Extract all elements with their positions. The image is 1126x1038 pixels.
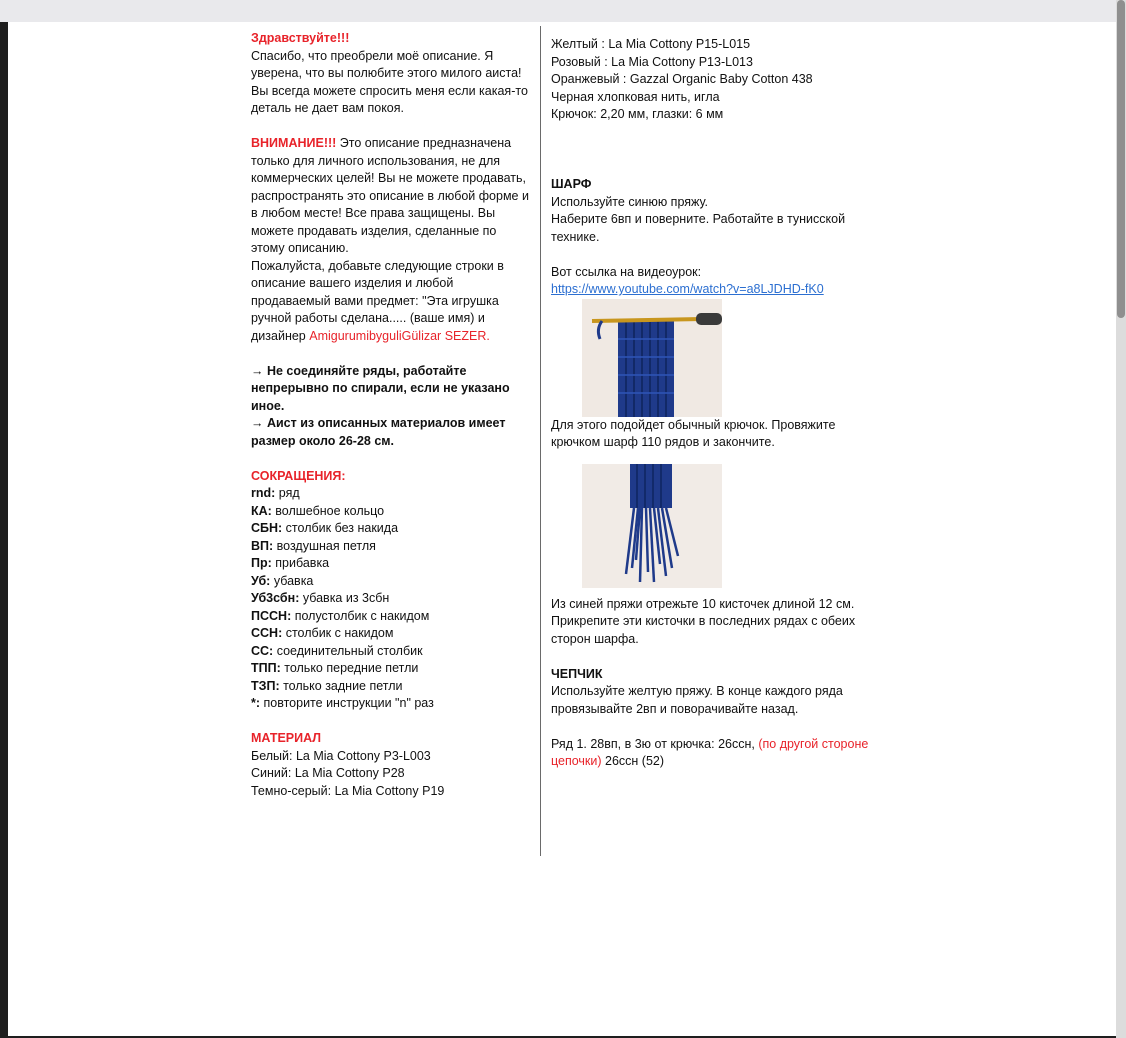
scarf-photo — [582, 299, 722, 417]
column-divider — [540, 26, 541, 856]
abbreviation-value: столбик без накида — [282, 521, 399, 535]
abbreviation-value: волшебное кольцо — [271, 503, 385, 518]
material-hook: Крючок: 2,20 мм, глазки: 6 мм — [551, 107, 724, 121]
scrollbar-thumb[interactable] — [1117, 0, 1125, 318]
abbreviation-key: КА: — [251, 503, 272, 518]
abbreviation-item — [251, 538, 533, 556]
scarf-tassels-photo — [582, 464, 722, 588]
window-top-bar — [0, 0, 1126, 22]
right-column — [551, 36, 871, 771]
abbreviation-value: только задние петли — [279, 678, 403, 693]
abbreviation-value: столбик с накидом — [282, 626, 394, 640]
abbreviation-value: только передние петли — [280, 661, 419, 675]
hat-text: Используйте желтую пряжу. В конце каждого ряда провязывайте 2вп и поворачивайте назад. — [551, 684, 843, 716]
abbreviation-item — [251, 590, 533, 608]
abbreviation-key: ПССН: — [251, 608, 292, 623]
abbreviation-key: ТЗП: — [251, 678, 280, 693]
material-thread: Черная хлопковая нить, игла — [551, 89, 720, 104]
abbreviation-key: ТПП: — [251, 661, 281, 675]
abbreviation-item — [251, 660, 533, 678]
material-orange: Оранжевый : Gazzal Organic Baby Cotton 438 — [551, 72, 813, 86]
scarf-text-3: Из синей пряжи отрежьте 10 кисточек длиной 12 см. Прикрепите эти кисточки в последних рядах с обеих сторон шарфа. — [551, 596, 856, 646]
attention-paragraph — [251, 135, 533, 258]
abbreviation-value: убавка из 3сбн — [299, 591, 390, 605]
hat-title: ЧЕПЧИК — [551, 666, 603, 681]
abbreviation-value: повторите инструкции "n" раз — [260, 696, 434, 710]
attention-text: Это описание предназначена только для личного использования, не для коммерческих целей! Вы не можете продавать, распространять это описание в любой форме и в любом месте! Все права защищены. Вы можете продавать изделия, сделанные по этому описанию. — [251, 136, 529, 255]
attention-label: ВНИМАНИЕ!!! — [251, 136, 337, 150]
intro-text: Спасибо, что преобрели моё описание. Я уверена, что вы полюбите этого милого аиста! Вы всегда можете спросить меня если какая-то деталь не дает вам покоя. — [251, 48, 528, 115]
abbreviation-key: *: — [251, 696, 261, 710]
abbreviation-item — [251, 573, 533, 591]
abbreviation-item — [251, 485, 533, 503]
request-paragraph — [251, 258, 533, 346]
abbreviation-key: СБН: — [251, 521, 283, 535]
abbreviation-key: Уб: — [251, 573, 271, 588]
abbreviations-list — [251, 485, 533, 713]
note-size: → Аист из описанных материалов имеет размер около 26-28 см. — [251, 416, 506, 448]
scarf-line-2: Наберите 6вп и поверните. Работайте в тунисской технике. — [551, 212, 846, 244]
video-link[interactable]: https://www.youtube.com/watch?v=a8LJDHD-fK0 — [551, 282, 824, 296]
material-white: Белый: La Mia Cottony P3-L003 — [251, 748, 431, 763]
document-page — [8, 22, 1118, 1036]
scarf-title: ШАРФ — [551, 177, 592, 191]
abbreviation-item — [251, 555, 533, 573]
material-dark-gray: Темно-серый: La Mia Cottony P19 — [251, 783, 445, 798]
row1-start: Ряд 1. 28вп, в 3ю от крючка: 26ссн, — [551, 736, 759, 751]
abbreviation-value: прибавка — [271, 556, 330, 570]
abbreviation-value: убавка — [270, 573, 314, 588]
abbreviation-item — [251, 625, 533, 643]
abbreviation-value: полустолбик с накидом — [291, 608, 430, 623]
row1-red-note: (по другой стороне цепочки) — [551, 736, 869, 768]
abbreviation-key: СС: — [251, 643, 274, 658]
abbreviation-item — [251, 608, 533, 626]
abbreviation-item — [251, 520, 533, 538]
material-pink: Розовый : La Mia Cottony P13-L013 — [551, 54, 753, 69]
request-text: Пожалуйста, добавьте следующие строки в описание вашего изделия и любой продаваемый вами предмет: "Эта игрушка ручной работы сделана..... (ваше имя) и дизайнер — [251, 258, 504, 343]
row1-end: 26ссн (52) — [601, 754, 665, 768]
abbreviation-item — [251, 643, 533, 661]
video-label: Вот ссылка на видеоурок: — [551, 264, 702, 279]
hat-row-1 — [551, 736, 871, 771]
scarf-line-1: Используйте синюю пряжу. — [551, 194, 709, 209]
abbreviation-item — [251, 503, 533, 521]
abbreviations-title: СОКРАЩЕНИЯ: — [251, 468, 346, 483]
abbreviation-key: Пр: — [251, 556, 272, 570]
abbreviation-value: ряд — [275, 486, 300, 500]
left-column — [251, 30, 533, 800]
material-title: МАТЕРИАЛ — [251, 731, 322, 745]
abbreviation-key: ССН: — [251, 626, 283, 640]
material-blue: Синий: La Mia Cottony P28 — [251, 766, 405, 780]
material-yellow: Желтый : La Mia Cottony P15-L015 — [551, 37, 751, 51]
abbreviation-value: соединительный столбик — [273, 643, 423, 658]
scarf-text-2: Для этого подойдет обычный крючок. Провяжите крючком шарф 110 рядов и закончите. — [551, 417, 836, 449]
abbreviation-key: Уб3сбн: — [251, 591, 300, 605]
abbreviation-item — [251, 678, 533, 696]
abbreviation-key: rnd: — [251, 486, 276, 500]
abbreviation-item — [251, 695, 533, 713]
greeting: Здравствуйте!!! — [251, 31, 350, 45]
designer-name: AmigurumibyguliGülizar SEZER. — [309, 328, 490, 343]
abbreviation-value: воздушная петля — [273, 538, 376, 553]
scrollbar-track[interactable] — [1116, 0, 1126, 1038]
note-spiral: → Не соединяйте ряды, работайте непрерывно по спирали, если не указано иное. — [251, 363, 510, 413]
abbreviation-key: ВП: — [251, 538, 274, 553]
